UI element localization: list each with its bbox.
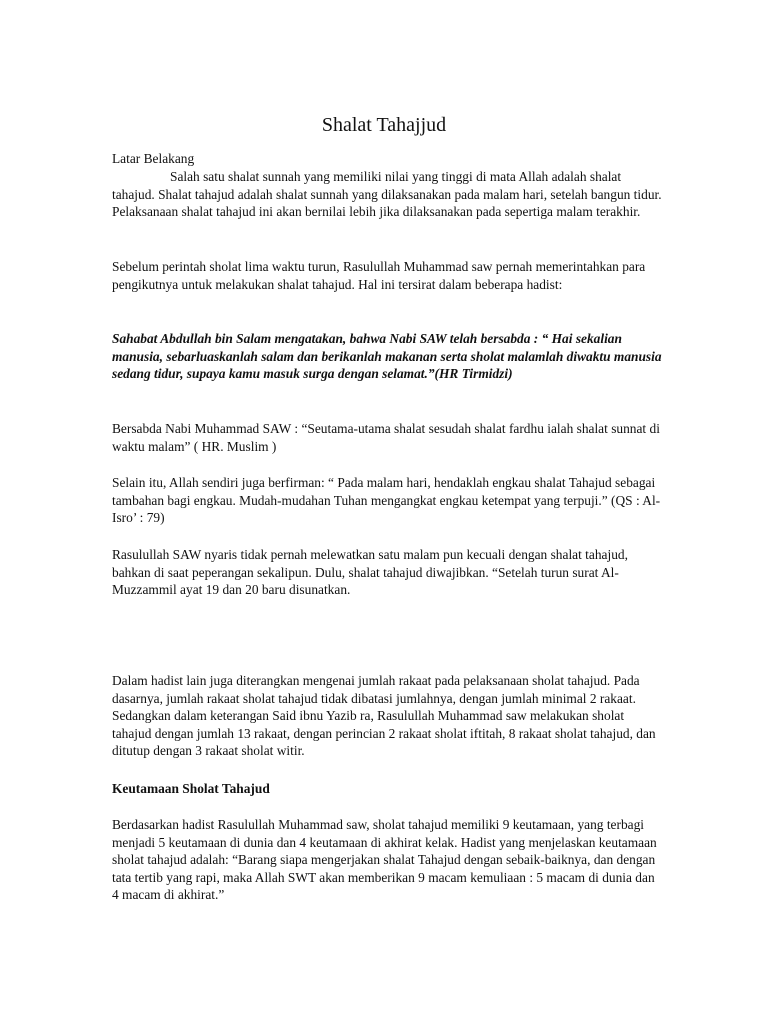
paragraph-firman: Selain itu, Allah sendiri juga berfirman: “ Pada malam hari, hendaklah engkau shalat Tahajud sebagai tambahan bagi engkau. Mudah-mudahan Tuhan mengangkat engkau ketempat yang terpuji.” (QS : Al-Isro’ : 79) (112, 475, 661, 526)
paragraph-sebelum-perintah: Sebelum perintah sholat lima waktu turun, Rasulullah Muhammad saw pernah memerintahkan para pengikutnya untuk melakukan shalat tahajud. Hal ini tersirat dalam beberapa hadist: (112, 259, 646, 292)
paragraph-rasulullah: Rasulullah SAW nyaris tidak pernah melewatkan satu malam pun kecuali dengan shalat tahajud, bahkan di saat peperangan sekalipun. Dulu, shalat tahajud diwajibkan. “Setelah turun surat Al-Muzzammil ayat 19 dan 20 baru disunatkan. (112, 547, 628, 598)
page-title: Shalat Tahajjud (321, 114, 447, 136)
section-heading-keutamaan: Keutamaan Sholat Tahajud (112, 781, 270, 796)
paragraph-keutamaan: Berdasarkan hadist Rasulullah Muhammad saw, sholat tahajud memiliki 9 keutamaan, yang terbagi menjadi 5 keutamaan di dunia dan 4 keutamaan di akhirat kelak. Hadist yang menjelaskan keutamaan sholat tahajud adalah: “Barang siapa mengerjakan shalat Tahajud dengan sebaik-baiknya, dan dengan tata tertib yang rapi, maka Allah SWT akan memberikan 9 macam kemuliaan : 5 macam di dunia dan 4 macam di akhirat.” (112, 817, 657, 903)
section-heading-latar-belakang: Latar Belakang (112, 151, 195, 166)
paragraph-bersabda: Bersabda Nabi Muhammad SAW : “Seutama-utama shalat sesudah shalat fardhu ialah shalat sunnat di waktu malam” ( HR. Muslim ) (112, 421, 660, 454)
hadith-quote: Sahabat Abdullah bin Salam mengatakan, bahwa Nabi SAW telah bersabda : “ Hai sekalian manusia, sebarluaskanlah salam dan berikanlah makanan serta sholat malamlah diwaktu manusia sedang tidur, supaya kamu masuk surga dengan selamat.”(HR Tirmidzi) (112, 331, 662, 382)
paragraph-intro (112, 168, 664, 221)
paragraph-jumlah-rakaat: Dalam hadist lain juga diterangkan mengenai jumlah rakaat pada pelaksanaan sholat tahajud. Pada dasarnya, jumlah rakaat sholat tahajud tidak dibatasi jumlahnya, dengan jumlah minimal 2 rakaat. Sedangkan dalam keterangan Said ibnu Yazib ra, Rasulullah Muhammad saw melakukan sholat tahajud dengan jumlah 13 rakaat, dengan perincian 2 rakaat sholat iftitah, 8 rakaat sholat tahajud, dan ditutup dengan 3 rakaat sholat witir. (112, 673, 656, 759)
paragraph-intro-text: Salah satu shalat sunnah yang memiliki nilai yang tinggi di mata Allah adalah shalat tahajud. Shalat tahajud adalah shalat sunnah yang dilaksanakan pada malam hari, setelah bangun tidur. Pelaksanaan shalat tahajud ini akan bernilai lebih jika dilaksanakan pada sepertiga malam terakhir. (112, 169, 662, 220)
